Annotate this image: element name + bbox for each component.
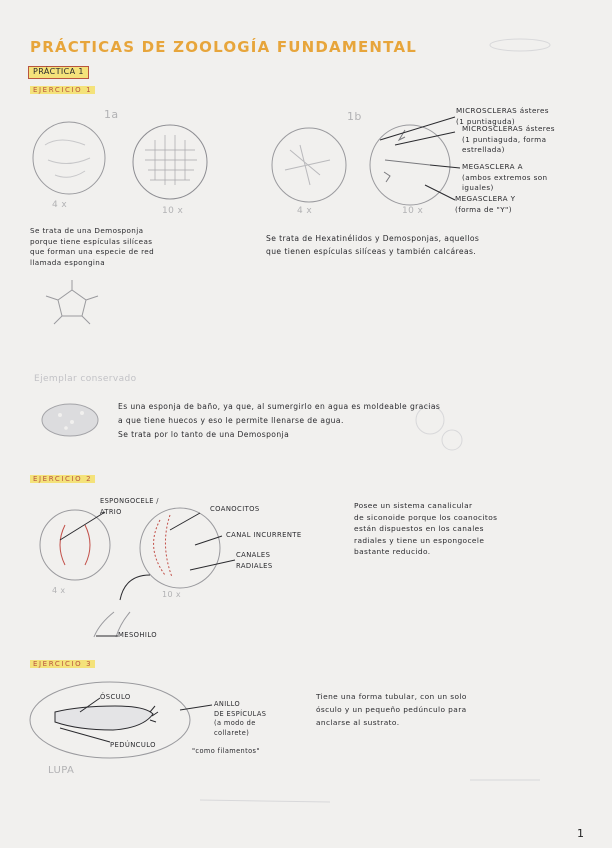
- label-microscleras-1: MICROSCLERAS ásteres (1 puntiaguda): [456, 106, 549, 126]
- ex1-figure-1b-4x: [272, 128, 346, 202]
- mag-4x-1a: 4 x: [52, 200, 68, 210]
- label-lupa: LUPA: [48, 765, 75, 776]
- ex1-text-left: Se trata de una Demosponja porque tiene espículas silíceas que forman una especie de red llamada espongina: [30, 226, 155, 267]
- mag-10x-1a: 10 x: [162, 206, 184, 216]
- label-espongocele: ESPONGOCELE / ATRIO: [100, 497, 159, 516]
- label-canal-incurrente: CANAL INCURRENTE: [226, 531, 302, 539]
- ejemplar-text: Es una esponja de baño, ya que, al sumergirlo en agua es moldeable gracias a que tiene huecos y eso le permite llenarse de agua. Se trata por lo tanto de una Demosponja: [118, 402, 441, 439]
- ejemplar-heading: Ejemplar conservado: [34, 374, 137, 384]
- ex2-text: Posee un sistema canalicular de siconoide porque los coanocitos están dispuestos en los canales radiales y tiene un espongocele bastante reducido.: [354, 501, 498, 556]
- ex3-heading: EJERCICIO 3: [30, 660, 95, 668]
- sponge-sketch: [42, 404, 98, 436]
- label-anillo: ANILLO DE ESPÍCULAS (a modo de collarete): [214, 700, 267, 737]
- page-title: PRÁCTICAS DE ZOOLOGÍA FUNDAMENTAL: [30, 38, 418, 56]
- label-megasclera-y: MEGASCLERA Y (forma de "Y"): [455, 194, 516, 214]
- label-coanocitos: COANOCITOS: [210, 505, 260, 513]
- fig-1b-label: 1b: [347, 110, 362, 123]
- ex1-figure-1a-10x: [133, 125, 207, 199]
- label-canales-radiales: CANALES RADIALES: [236, 551, 273, 570]
- label-mesohilo: MESOHILO: [118, 631, 158, 639]
- fig-1a-label: 1a: [104, 108, 119, 121]
- ex1-text-right: Se trata de Hexatinélidos y Demosponjas, aquellos que tienen espículas silíceas y también calcáreas.: [266, 234, 480, 256]
- ex1-figure-1a-4x: [33, 122, 105, 194]
- label-megasclera-a: MEGASCLERA A (ambos extremos son iguales): [462, 162, 548, 192]
- mag-10x-1b: 10 x: [402, 206, 424, 216]
- ex1-figure-1b-10x: [370, 117, 460, 205]
- ex2-heading: EJERCICIO 2: [30, 475, 95, 483]
- practica-label: PRÁCTICA 1: [28, 66, 89, 79]
- ex2-mag-10x: 10 x: [162, 590, 182, 599]
- ex3-text: Tiene una forma tubular, con un solo ósculo y un pequeño pedúnculo para anclarse al sustrato.: [316, 692, 467, 727]
- espongina-sketch: [46, 280, 98, 324]
- page-number: 1: [577, 827, 584, 840]
- label-filamentos: "como filamentos": [192, 747, 260, 755]
- mag-4x-1b: 4 x: [297, 206, 313, 216]
- ex1-heading: EJERCICIO 1: [30, 86, 95, 94]
- label-osculo: ÓSCULO: [100, 693, 131, 701]
- label-microscleras-2: MICROSCLERAS ásteres (1 puntiaguda, forma estrellada): [462, 124, 555, 154]
- label-pedunculo: PEDÚNCULO: [110, 741, 156, 749]
- ex2-mag-4x: 4 x: [52, 586, 66, 595]
- ex2-figure: [40, 508, 235, 637]
